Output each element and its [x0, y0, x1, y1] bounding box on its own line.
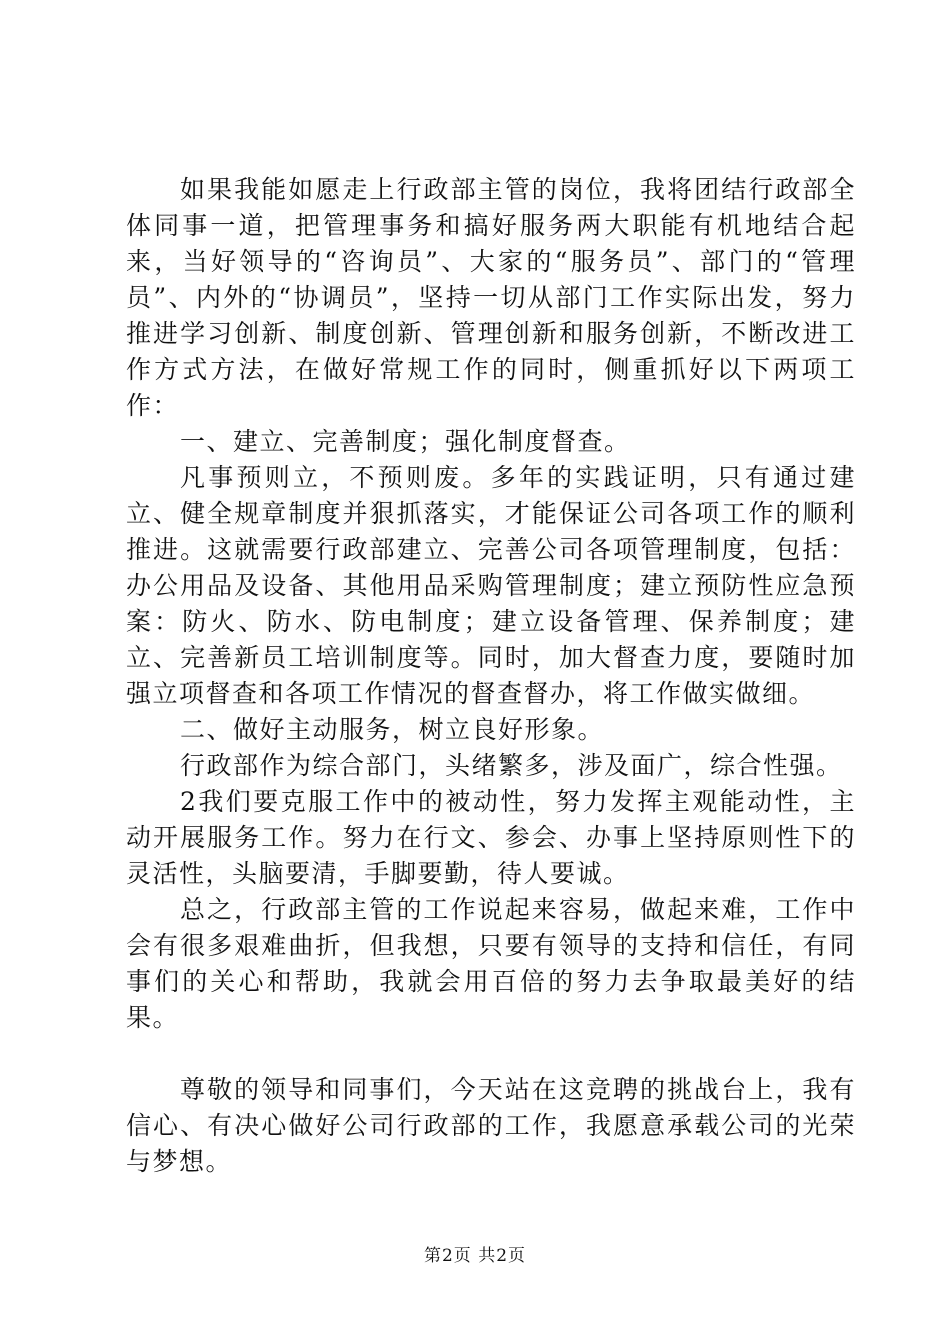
paragraph-service-1: 行政部作为综合部门，头绪繁多，涉及面广，综合性强。 — [180, 751, 843, 780]
paragraph-spacer — [126, 1036, 856, 1072]
paragraph-summary: 总之，行政部主管的工作说起来容易，做起来难，工作中会有很多艰难曲折，但我想，只要有领导的支持和信任，有同事们的关心和帮助，我就会用百倍的努力去争取最美好的结果。 — [126, 895, 856, 1032]
document-body — [126, 172, 856, 1180]
paragraph-closing: 尊敬的领导和同事们，今天站在这竞聘的挑战台上，我有信心、有决心做好公司行政部的工作，我愿意承载公司的光荣与梦想。 — [126, 1075, 856, 1176]
page-number-footer: 第2页 共2页 — [423, 1246, 527, 1266]
paragraph-intro: 如果我能如愿走上行政部主管的岗位，我将团结行政部全体同事一道，把管理事务和搞好服务两大职能有机地结合起来，当好领导的“咨询员”、大家的“服务员”、部门的“管理员”、内外的“协调员”，坚持一切从部门工作实际出发，努力推进学习创新、制度创新、管理创新和服务创新，不断改进工作方式方法，在做好常规工作的同时，侧重抓好以下两项工作： — [126, 175, 856, 420]
paragraph-system: 凡事预则立，不预则废。多年的实践证明，只有通过建立、健全规章制度并狠抓落实，才能保证公司各项工作的顺利推进。这就需要行政部建立、完善公司各项管理制度，包括：办公用品及设备、其他用品采购管理制度；建立预防性应急预案：防火、防水、防电制度；建立设备管理、保养制度；建立、完善新员工培训制度等。同时，加大督查力度，要随时加强立项督查和各项工作情况的督查督办，将工作做实做细。 — [126, 463, 856, 708]
section-heading-2: 二、做好主动服务，树立良好形象。 — [180, 715, 605, 744]
paragraph-service-2: 2我们要克服工作中的被动性，努力发挥主观能动性，主动开展服务工作。努力在行文、参会、办事上坚持原则性下的灵活性，头脑要清，手脚要勤，待人要诚。 — [126, 787, 856, 888]
section-heading-1: 一、建立、完善制度；强化制度督查。 — [180, 427, 631, 456]
